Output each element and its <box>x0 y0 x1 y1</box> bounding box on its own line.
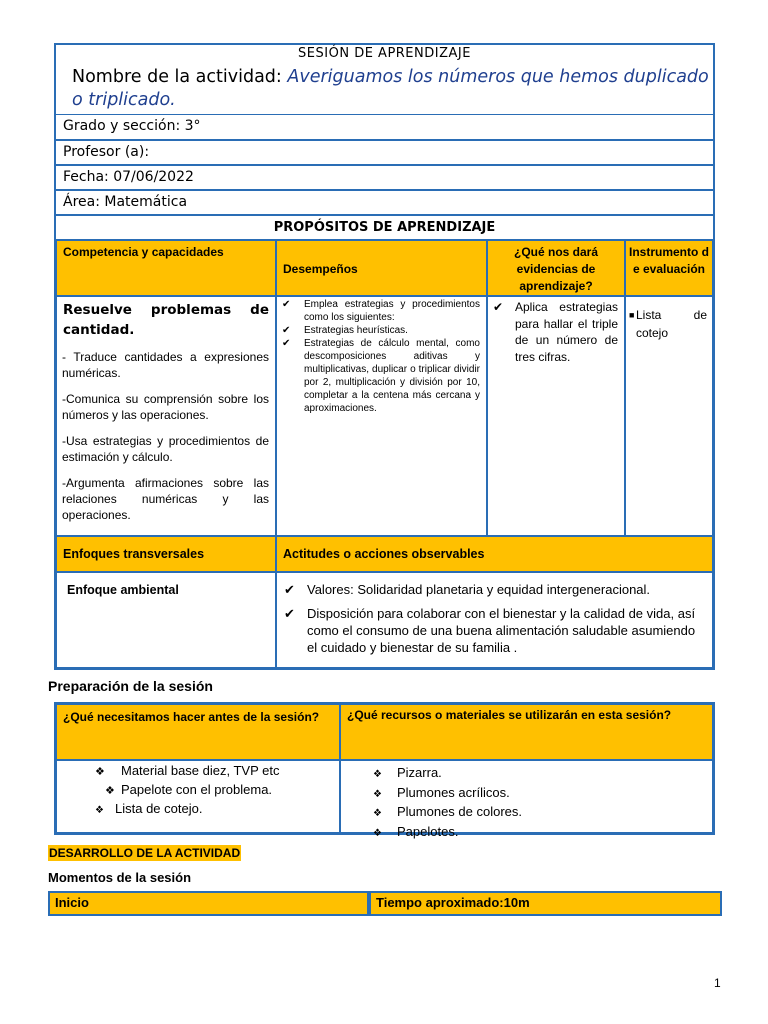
actitud-2: ✔ Disposición para colaborar con el bienestar y la calidad de vida, así como el consumo de una buena alimentación saludable asumiendo el cuidado y bienestar de su familia . <box>284 606 696 655</box>
inicio-text: Inicio <box>55 895 89 910</box>
check-icon: ✔ <box>282 299 291 310</box>
session-title: SESIÓN DE APRENDIZAJE <box>298 46 471 61</box>
capacidad-2: -Comunica su comprensión sobre los números y las operaciones. <box>62 392 269 422</box>
diamond-bullet-icon: ❖ <box>95 766 105 778</box>
diamond-bullet-icon: ❖ <box>95 805 104 816</box>
fecha-text: Fecha: 07/06/2022 <box>63 169 194 185</box>
check-icon: ✔ <box>282 325 291 336</box>
header-enfoques-text: Enfoques transversales <box>63 547 205 561</box>
check-icon: ✔ <box>284 606 295 621</box>
recurso-item-2: ❖ Plumones acrílicos. <box>373 784 522 804</box>
header-antes-text: ¿Qué necesitamos hacer antes de la sesión? <box>63 710 320 724</box>
activity-name <box>72 66 712 112</box>
desarrollo-title: DESARROLLO DE LA ACTIVIDAD <box>49 846 241 860</box>
check-icon: ✔ <box>493 300 504 314</box>
actitud-1: ✔ Valores: Solidaridad planetaria y equidad intergeneracional. <box>284 582 651 597</box>
desempenos-list <box>282 298 480 415</box>
desempeno-1: ✔ Emplea estrategias y procedimientos como los siguientes: <box>282 299 480 323</box>
page-number: 1 <box>714 976 721 990</box>
tiempo-text: Tiempo aproximado:10m <box>376 895 530 910</box>
diamond-bullet-icon: ❖ <box>373 788 382 800</box>
recurso-item-4: ❖ Papelotes. <box>373 823 522 843</box>
capacidad-3: -Usa estrategias y procedimientos de estimación y cálculo. <box>62 434 269 464</box>
propositos-title: PROPÓSITOS DE APRENDIZAJE <box>273 220 496 235</box>
header-instrumento-text: Instrumento de evaluación <box>629 245 709 276</box>
header-evidencias-text: ¿Qué nos dará evidencias de aprendizaje? <box>513 245 599 293</box>
area-text: Área: Matemática <box>63 194 188 210</box>
grado-text: Grado y sección: 3° <box>63 118 201 134</box>
momentos-title: Momentos de la sesión <box>48 870 192 885</box>
evidencia-list <box>493 299 618 365</box>
check-icon: ✔ <box>282 338 291 349</box>
header-competencia-text: Competencia y capacidades <box>63 245 224 259</box>
recurso-item-1: ❖ Pizarra. <box>373 764 522 784</box>
capacidades-list <box>62 349 269 523</box>
antes-item-1: ❖ Material base diez, TVP etc <box>95 762 280 781</box>
preparacion-title: Preparación de la sesión <box>48 678 213 694</box>
capacidad-4: -Argumenta afirmaciones sobre las relaciones numéricas y las operaciones. <box>62 476 269 522</box>
profesor-text: Profesor (a): <box>63 144 150 160</box>
activity-label: Nombre de la actividad: <box>72 67 282 87</box>
activity-name-line2: o triplicado. <box>72 90 176 110</box>
recurso-item-3: ❖ Plumones de colores. <box>373 803 522 823</box>
diamond-bullet-icon: ❖ <box>105 785 115 797</box>
recursos-list <box>373 764 522 842</box>
activity-name-line1: Averiguamos los números que hemos duplicado <box>287 67 709 87</box>
desempeno-3: ✔ Estrategias de cálculo mental, como descomposiciones aditivas y multiplicativas, duplicar o triplicar dividir por 2, multiplicación y división por 10, completar a la centena más cercana y aproximaciones. <box>282 338 480 414</box>
header-recursos-text: ¿Qué recursos o materiales se utilizarán en esta sesión? <box>347 708 672 722</box>
header-actitudes-text: Actitudes o acciones observables <box>283 547 485 561</box>
antes-list <box>95 762 280 820</box>
antes-item-2: ❖ Papelote con el problema. <box>95 781 280 800</box>
diamond-bullet-icon: ❖ <box>373 808 382 819</box>
evidencia-item: ✔ Aplica estrategias para hallar el triple de un número de tres cifras. <box>493 300 618 364</box>
row-inicio <box>48 891 369 916</box>
actitudes-list <box>284 581 706 656</box>
diamond-bullet-icon: ❖ <box>373 827 382 839</box>
header-desempenos-text: Desempeños <box>283 262 358 276</box>
instrumento-item: ■ Lista de cotejo <box>629 308 707 340</box>
check-icon: ✔ <box>284 582 295 597</box>
row-profesor <box>54 140 715 165</box>
capacidad-1: - Traduce cantidades a expresiones numéricas. <box>62 350 269 380</box>
enfoque-text: Enfoque ambiental <box>67 583 179 597</box>
square-bullet-icon: ■ <box>629 310 635 320</box>
competencia-text: Resuelve problemas de cantidad. <box>63 302 269 338</box>
antes-item-3: ❖ Lista de cotejo. <box>95 800 280 820</box>
desempeno-2: ✔ Estrategias heurísticas. <box>282 325 408 336</box>
diamond-bullet-icon: ❖ <box>373 769 382 780</box>
